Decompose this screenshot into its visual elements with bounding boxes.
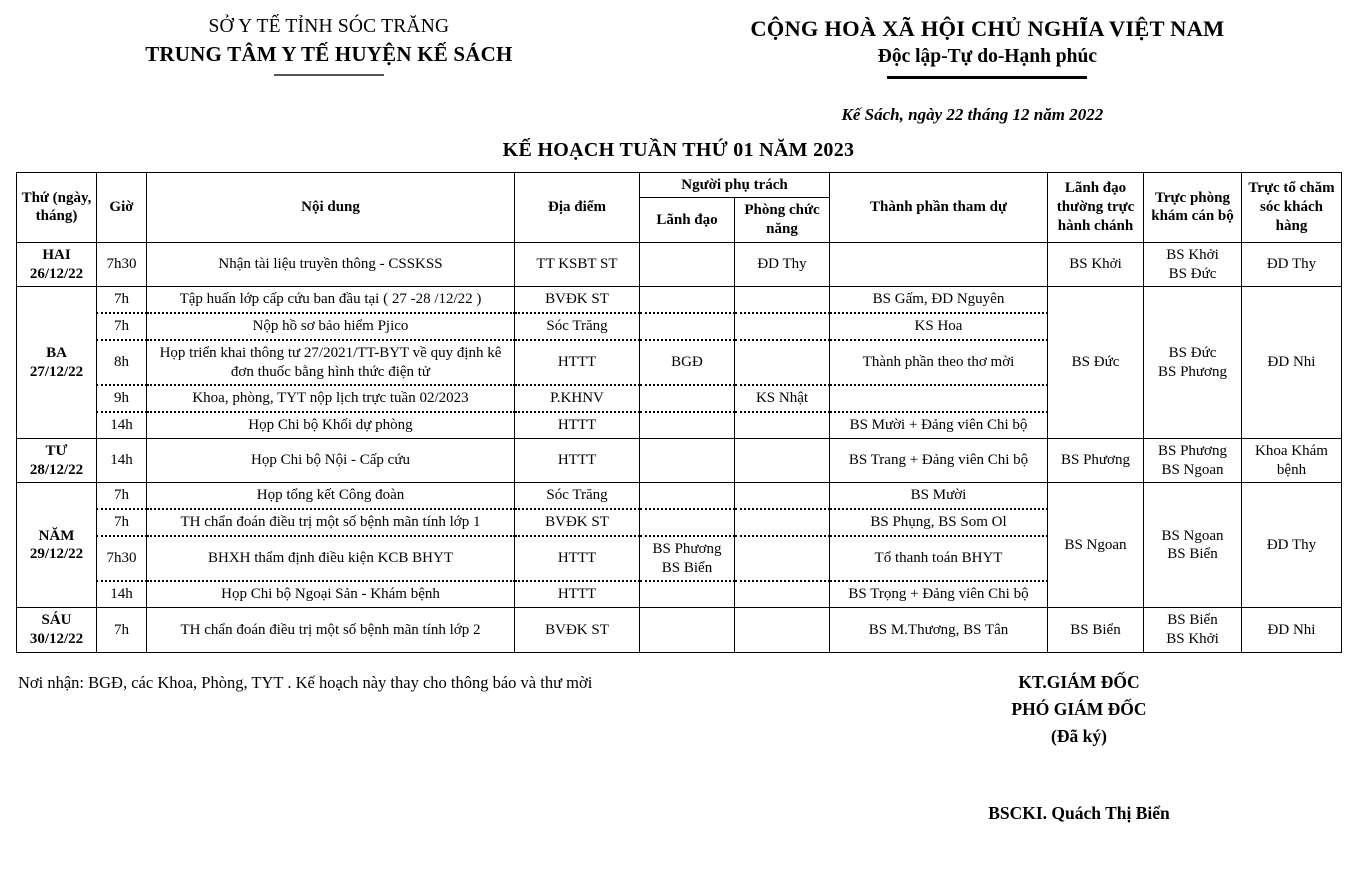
cell-location: HTTT xyxy=(515,340,640,386)
cell-participants: BS Mười xyxy=(830,483,1048,509)
cell-duty-clinic: BS Biển BS Khởi xyxy=(1144,608,1242,653)
cell-participants: BS Trang + Đảng viên Chi bộ xyxy=(830,438,1048,483)
col-header-duty-customer: Trực tổ chăm sóc khách hàng xyxy=(1242,172,1342,242)
cell-in-charge-dept: KS Nhật xyxy=(735,385,830,412)
signature-block xyxy=(837,669,1339,828)
cell-participants: Tổ thanh toán BHYT xyxy=(830,536,1048,582)
cell-in-charge-dept xyxy=(735,412,830,438)
cell-content: Họp Chi bộ Khối dự phòng xyxy=(147,412,515,438)
cell-in-charge-leader xyxy=(640,438,735,483)
cell-in-charge-leader xyxy=(640,483,735,509)
col-header-in-charge-dept: Phòng chức năng xyxy=(735,198,830,243)
national-motto: Độc lập-Tự do-Hạnh phúc xyxy=(877,46,1097,68)
cell-duty-customer: ĐD Nhi xyxy=(1242,287,1342,439)
cell-time: 14h xyxy=(97,581,147,607)
table-row xyxy=(17,438,1342,483)
cell-location: HTTT xyxy=(515,412,640,438)
cell-in-charge-dept xyxy=(735,438,830,483)
cell-in-charge-dept xyxy=(735,581,830,607)
cell-location: BVĐK ST xyxy=(515,287,640,313)
recipients-note: Nơi nhận: BGĐ, các Khoa, Phòng, TYT . Kế hoạch này thay cho thông báo và thư mời xyxy=(18,672,593,692)
cell-participants: BS Trọng + Đảng viên Chi bộ xyxy=(830,581,1048,607)
cell-duty-customer: ĐD Nhi xyxy=(1242,608,1342,653)
table-row xyxy=(17,483,1342,509)
signature-signed-note: (Đã ký) xyxy=(1051,725,1107,746)
cell-in-charge-leader xyxy=(640,412,735,438)
cell-duty-clinic: BS Khởi BS Đức xyxy=(1144,242,1242,287)
cell-participants xyxy=(830,385,1048,412)
cell-duty-clinic: BS Phương BS Ngoan xyxy=(1144,438,1242,483)
cell-day: BA 27/12/22 xyxy=(17,287,97,439)
col-header-participants: Thành phần tham dự xyxy=(830,172,1048,242)
cell-in-charge-leader: BGĐ xyxy=(640,340,735,386)
col-header-content: Nội dung xyxy=(147,172,515,242)
cell-time: 14h xyxy=(97,412,147,438)
col-header-duty-clinic: Trực phòng khám cán bộ xyxy=(1144,172,1242,242)
header-right-block xyxy=(638,14,1357,125)
document-header xyxy=(0,0,1357,125)
document-date: Kế Sách, ngày 22 tháng 12 năm 2022 xyxy=(841,104,1104,124)
cell-participants: BS M.Thương, BS Tân xyxy=(830,608,1048,653)
cell-duty-customer: ĐD Thy xyxy=(1242,242,1342,287)
cell-content: Họp Chi bộ Ngoại Sản - Khám bệnh xyxy=(147,581,515,607)
col-header-day: Thứ (ngày, tháng) xyxy=(17,172,97,242)
cell-time: 7h xyxy=(97,509,147,536)
cell-content: Nộp hồ sơ bảo hiểm Pjico xyxy=(147,313,515,340)
table-row xyxy=(17,287,1342,313)
cell-in-charge-leader: BS Phương BS Biển xyxy=(640,536,735,582)
cell-duty-clinic: BS Đức BS Phương xyxy=(1144,287,1242,439)
cell-in-charge-dept xyxy=(735,509,830,536)
header-left-rule xyxy=(274,74,384,76)
col-header-location: Địa điểm xyxy=(515,172,640,242)
cell-location: HTTT xyxy=(515,581,640,607)
cell-day: HAI 26/12/22 xyxy=(17,242,97,287)
cell-in-charge-leader xyxy=(640,242,735,287)
cell-location: BVĐK ST xyxy=(515,509,640,536)
cell-content: BHXH thẩm định điều kiện KCB BHYT xyxy=(147,536,515,582)
table-body xyxy=(17,242,1342,652)
cell-in-charge-dept xyxy=(735,287,830,313)
signature-space xyxy=(837,750,1321,800)
weekly-schedule-table xyxy=(16,172,1342,653)
cell-content: Họp tổng kết Công đoàn xyxy=(147,483,515,509)
cell-time: 7h xyxy=(97,313,147,340)
cell-time: 7h30 xyxy=(97,242,147,287)
center-name: TRUNG TÂM Y TẾ HUYỆN KẾ SÁCH xyxy=(145,42,513,67)
cell-time: 7h xyxy=(97,483,147,509)
cell-time: 8h xyxy=(97,340,147,386)
cell-duty-customer: ĐD Thy xyxy=(1242,483,1342,608)
cell-location: HTTT xyxy=(515,438,640,483)
cell-content: Nhận tài liệu truyền thông - CSSKSS xyxy=(147,242,515,287)
cell-duty-admin: BS Khởi xyxy=(1048,242,1144,287)
cell-duty-admin: BS Đức xyxy=(1048,287,1144,439)
cell-location: BVĐK ST xyxy=(515,608,640,653)
cell-location: HTTT xyxy=(515,536,640,582)
cell-in-charge-dept xyxy=(735,608,830,653)
cell-in-charge-leader xyxy=(640,581,735,607)
cell-time: 7h xyxy=(97,287,147,313)
col-header-duty-admin: Lãnh đạo thường trực hành chánh xyxy=(1048,172,1144,242)
cell-participants: BS Gấm, ĐD Nguyên xyxy=(830,287,1048,313)
cell-participants: KS Hoa xyxy=(830,313,1048,340)
col-header-time: Giờ xyxy=(97,172,147,242)
cell-duty-clinic: BS Ngoan BS Biển xyxy=(1144,483,1242,608)
cell-content: Họp Chi bộ Nội - Cấp cứu xyxy=(147,438,515,483)
cell-location: P.KHNV xyxy=(515,385,640,412)
cell-day: SÁU 30/12/22 xyxy=(17,608,97,653)
department-name: SỞ Y TẾ TỈNH SÓC TRĂNG xyxy=(208,16,450,37)
col-header-in-charge-leader: Lãnh đạo xyxy=(640,198,735,243)
cell-in-charge-leader xyxy=(640,385,735,412)
table-row xyxy=(17,242,1342,287)
cell-time: 9h xyxy=(97,385,147,412)
cell-in-charge-dept xyxy=(735,483,830,509)
cell-location: Sóc Trăng xyxy=(515,313,640,340)
cell-participants xyxy=(830,242,1048,287)
cell-day: TƯ 28/12/22 xyxy=(17,438,97,483)
cell-in-charge-leader xyxy=(640,313,735,340)
national-title: CỘNG HOÀ XÃ HỘI CHỦ NGHĨA VIỆT NAM xyxy=(750,16,1225,41)
cell-location: Sóc Trăng xyxy=(515,483,640,509)
table-row xyxy=(17,608,1342,653)
cell-in-charge-leader xyxy=(640,608,735,653)
cell-in-charge-dept xyxy=(735,536,830,582)
header-row-1 xyxy=(17,172,1342,198)
schedule-table-wrapper xyxy=(0,172,1357,653)
cell-in-charge-leader xyxy=(640,509,735,536)
cell-participants: Thành phần theo thơ mời xyxy=(830,340,1048,386)
cell-in-charge-leader xyxy=(640,287,735,313)
cell-duty-admin: BS Ngoan xyxy=(1048,483,1144,608)
col-header-in-charge: Người phụ trách xyxy=(640,172,830,198)
cell-day: NĂM 29/12/22 xyxy=(17,483,97,608)
header-right-rule xyxy=(887,76,1087,79)
document-footer xyxy=(0,669,1357,828)
cell-in-charge-dept: ĐD Thy xyxy=(735,242,830,287)
signer-name: BSCKI. Quách Thị Biển xyxy=(988,803,1170,824)
cell-content: TH chẩn đoán điều trị một số bệnh mãn tính lớp 2 xyxy=(147,608,515,653)
signature-title-deputy: PHÓ GIÁM ĐỐC xyxy=(1011,698,1147,719)
cell-participants: BS Phụng, BS Som Ol xyxy=(830,509,1048,536)
cell-time: 14h xyxy=(97,438,147,483)
cell-content: Họp triển khai thông tư 27/2021/TT-BYT về quy định kê đơn thuốc bằng hình thức điện tử xyxy=(147,340,515,386)
cell-duty-admin: BS Biển xyxy=(1048,608,1144,653)
table-head xyxy=(17,172,1342,242)
cell-time: 7h30 xyxy=(97,536,147,582)
cell-content: Khoa, phòng, TYT nộp lịch trực tuần 02/2023 xyxy=(147,385,515,412)
page-title: KẾ HOẠCH TUẦN THỨ 01 NĂM 2023 xyxy=(502,138,855,161)
cell-content: Tập huấn lớp cấp cứu ban đầu tại ( 27 -28 /12/22 ) xyxy=(147,287,515,313)
cell-participants: BS Mười + Đảng viên Chi bộ xyxy=(830,412,1048,438)
header-left-block xyxy=(0,14,638,125)
cell-in-charge-dept xyxy=(735,340,830,386)
cell-content: TH chẩn đoán điều trị một số bệnh mãn tính lớp 1 xyxy=(147,509,515,536)
cell-duty-admin: BS Phương xyxy=(1048,438,1144,483)
cell-in-charge-dept xyxy=(735,313,830,340)
cell-time: 7h xyxy=(97,608,147,653)
cell-location: TT KSBT ST xyxy=(515,242,640,287)
cell-duty-customer: Khoa Khám bệnh xyxy=(1242,438,1342,483)
signature-title-acting: KT.GIÁM ĐỐC xyxy=(1018,671,1140,692)
